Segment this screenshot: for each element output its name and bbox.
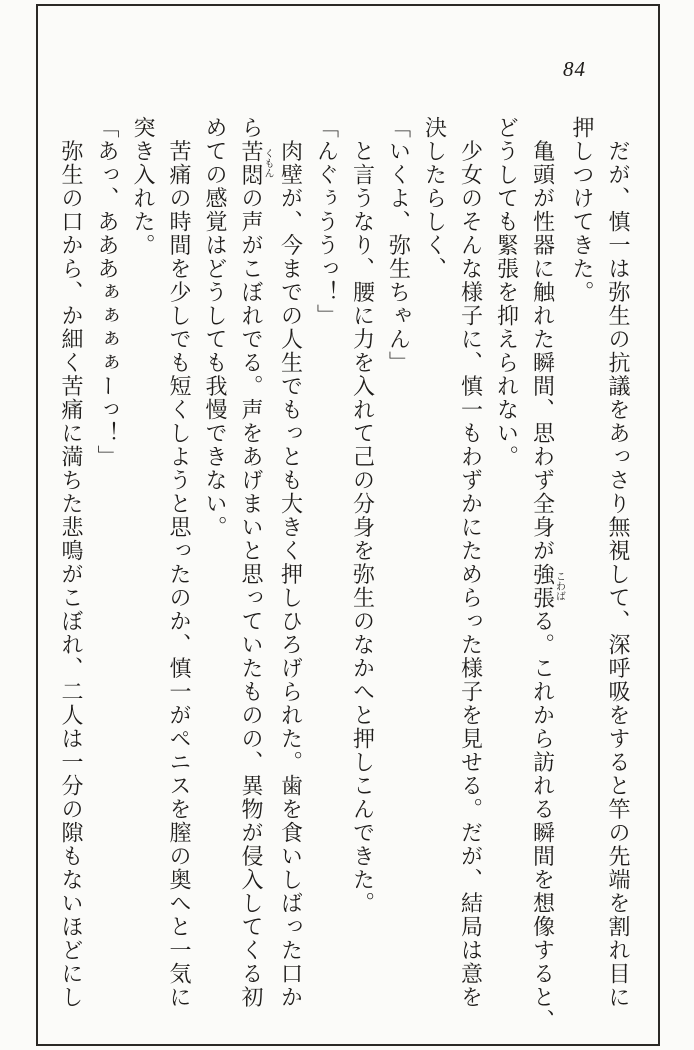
text-line: 決したらしく、 — [422, 116, 448, 281]
furigana-ruby: 苦悶くもん — [239, 139, 273, 187]
text-line: 少女のそんな様子に、慎一もわずかにためらった様子を見せる。だが、結局は意を — [458, 139, 484, 1009]
text-line: 亀頭が性器に触れた瞬間、思わず全身が強張こわばる。これから訪れる瞬間を想像すると、 — [530, 139, 565, 1033]
text-line: 苦痛の時間を少しでも短くしようと思ったのか、慎一がペニスを膣の奥へと一気に — [167, 139, 192, 1009]
text-line: めての感覚はどうしても我慢できない。 — [203, 116, 228, 539]
text-line: 「あっ、あああぁぁぁぁーっ！」 — [95, 116, 120, 469]
text-line: 突き入れた。 — [131, 116, 156, 257]
text-line: 弥生の口から、か細く苦痛に満ちた悲鳴がこぼれ、二人は一分の隙もないほどにし — [59, 139, 84, 1009]
text-line: ら苦悶くもんの声がこぼれでる。声をあげまいと思っていたものの、異物が侵入してくる初 — [239, 116, 273, 1009]
text-line: 肉壁が、今までの人生でもっとも大きく押しひろげられた。歯を食いしばった口か — [278, 139, 304, 1009]
text-line: 「んぐぅううっ！」 — [314, 116, 340, 328]
text-line: どうしても緊張を抑えられない。 — [494, 116, 520, 469]
furigana-ruby: 強張こわば — [530, 562, 565, 610]
novel-text-block — [53, 116, 636, 1041]
text-line: 「いくよ、弥生ちゃん」 — [386, 116, 412, 375]
text-line: 押しつけてきた。 — [570, 116, 595, 304]
text-line: だが、慎一は弥生の抗議をあっさり無視して、深呼吸をすると竿の先端を割れ目に — [606, 139, 631, 1009]
page-number: 84 — [563, 57, 586, 81]
text-line: と言うなり、腰に力を入れて己の分身を弥生のなかへと押しこんできた。 — [350, 139, 376, 915]
